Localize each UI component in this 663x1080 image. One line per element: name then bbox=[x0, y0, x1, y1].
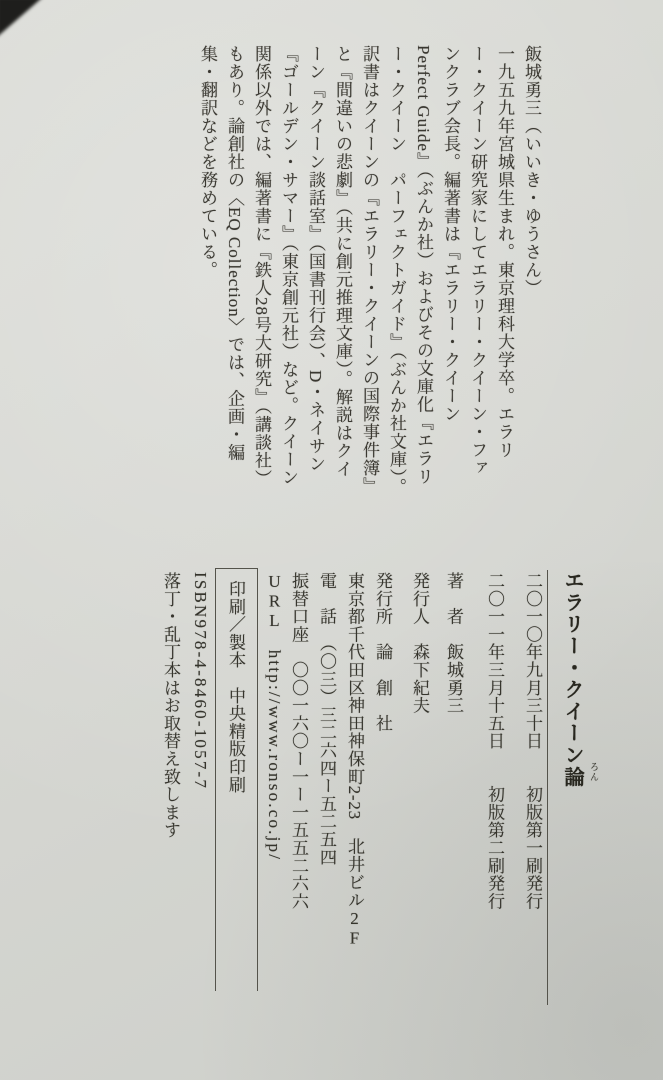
address-floor: 2F bbox=[345, 908, 364, 948]
bio-column: ンクラブ会長。編著書は『エラリー・クイーン bbox=[441, 45, 460, 423]
bio-column: ー・クイーン パーフェクトガイド』（ぶんか社文庫）。 bbox=[387, 45, 406, 496]
issuer-line: 発行人 森下紀夫 bbox=[410, 572, 429, 715]
defect-notice: 落丁・乱丁本はお取替え致します bbox=[161, 572, 180, 839]
printer-line: 印刷／製本 中央精版印刷 bbox=[226, 580, 245, 794]
bio-column: 集・翻訳などを務めている。 bbox=[198, 45, 217, 279]
second-printing-date: 二〇一一年三月十五日 初版第二刷発行 bbox=[485, 572, 504, 911]
bio-column: ー・クイーン研究家にしてエラリー・クイーン・ファ bbox=[468, 45, 487, 477]
postal-account-line: 振替口座 〇〇一六〇ー一ー一五五二六六 bbox=[289, 572, 308, 911]
bio-column: ーン『クイーン談話室』（国書刊行会）、D・ネイサン bbox=[306, 45, 325, 474]
url-line bbox=[262, 572, 287, 861]
author-bio bbox=[194, 45, 545, 513]
bio-column: と『間違いの悲劇』（共に創元推理文庫）。解説はクイ bbox=[333, 45, 352, 478]
book-title: エラリー・クイーン論 bbox=[561, 570, 583, 788]
page-corner-shadow bbox=[0, 0, 43, 37]
title-ruby: ろん bbox=[589, 762, 599, 782]
bio-column: 訳書はクイーンの『エラリー・クイーンの国際事件簿』 bbox=[360, 45, 379, 495]
publisher-line: 発行所 論 創 社 bbox=[373, 572, 392, 733]
address-text: 東京都千代田区神田神保町2-23 北井ビル bbox=[345, 572, 364, 909]
first-printing-date: 二〇一〇年九月三十日 初版第一刷発行 bbox=[523, 572, 542, 911]
address-line bbox=[342, 572, 367, 948]
bio-column: 『ゴールデン・サマー』（東京創元社）など。クイーン bbox=[279, 45, 298, 487]
bio-column: Perfect Guide』（ぶんか社）およびその文庫化『エラリ bbox=[414, 45, 433, 486]
bio-column: 一九五九年宮城県生まれ。東京理科大学卒。エラリ bbox=[495, 45, 514, 459]
bio-column: もあり。論創社の〈EQ Collection〉では、企画・編 bbox=[225, 45, 244, 462]
author-line: 著 者 飯城勇三 bbox=[444, 572, 463, 715]
url-label: URL bbox=[265, 572, 284, 631]
phone-line: 電 話 （〇三）三二六四ー五二五四 bbox=[317, 572, 336, 867]
bio-column: 関係以外では、編著書に『鉄人28号大研究』（講談社） bbox=[252, 45, 271, 488]
bio-column: 飯城勇三（いいき・ゆうさん） bbox=[522, 45, 541, 297]
title-divider-rule bbox=[547, 570, 548, 1005]
url-value: http://www.ronso.co.jp/ bbox=[265, 630, 284, 862]
isbn: ISBN978-4-8460-1057-7 bbox=[191, 572, 210, 791]
